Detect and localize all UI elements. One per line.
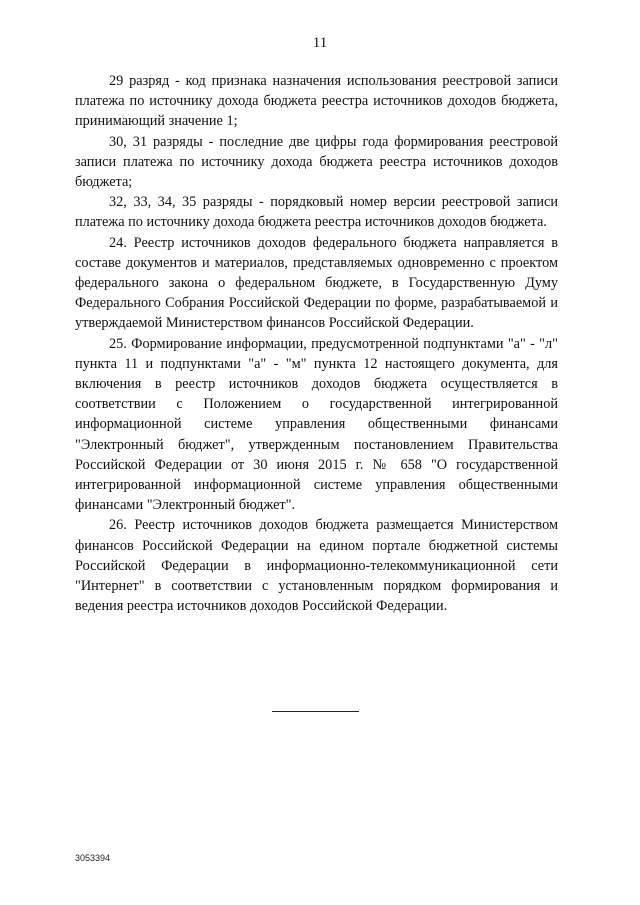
paragraph-item-26: 26. Реестр источников доходов бюджета размещается Министерством финансов Российской Федерации на едином портале бюджетной системы Российской Федерации в информационно-телекоммуникационной сети "Интернет" в соответствии с установленным порядком формирования и ведения реестра источников доходов Российской Федерации.	[75, 517, 558, 615]
page-number: 11	[312, 35, 328, 51]
paragraph-item-25: 25. Формирование информации, предусмотренной подпунктами "а" - "л" пункта 11 и подпунктами "а" - "м" пункта 12 настоящего документа, для включения в реестр источников доходов бюджета осуществляется в соответствии с Положением о государственной интегрированной информационной системе управления общественными финансами "Электронный бюджет", утвержденным постановлением Правительства Российской Федерации от 30 июня 2015 г. № 658 "О государственной интегрированной информационной системе управления общественными финансами "Электронный бюджет".	[75, 335, 558, 514]
document-code: 3053394	[75, 853, 111, 863]
document-body	[75, 71, 558, 616]
paragraph-digits-30-31: 30, 31 разряды - последние две цифры года формирования реестровой записи платежа по источнику дохода бюджета реестра источников доходов бюджета;	[75, 133, 558, 191]
paragraph-item-24: 24. Реестр источников доходов федерального бюджета направляется в составе документов и материалов, представляемых одновременно с проектом федерального закона о федеральном бюджете, в Государственную Думу Федерального Собрания Российской Федерации по форме, разрабатываемой и утверждаемой Министерством финансов Российской Федерации.	[75, 234, 558, 332]
paragraph-digits-32-35: 32, 33, 34, 35 разряды - порядковый номер версии реестровой записи платежа по источнику дохода бюджета реестра источников доходов бюджета.	[75, 194, 558, 231]
end-divider	[272, 711, 359, 712]
paragraph-digit-29: 29 разряд - код признака назначения использования реестровой записи платежа по источнику дохода бюджета реестра источников доходов бюджета, принимающий значение 1;	[75, 73, 558, 130]
